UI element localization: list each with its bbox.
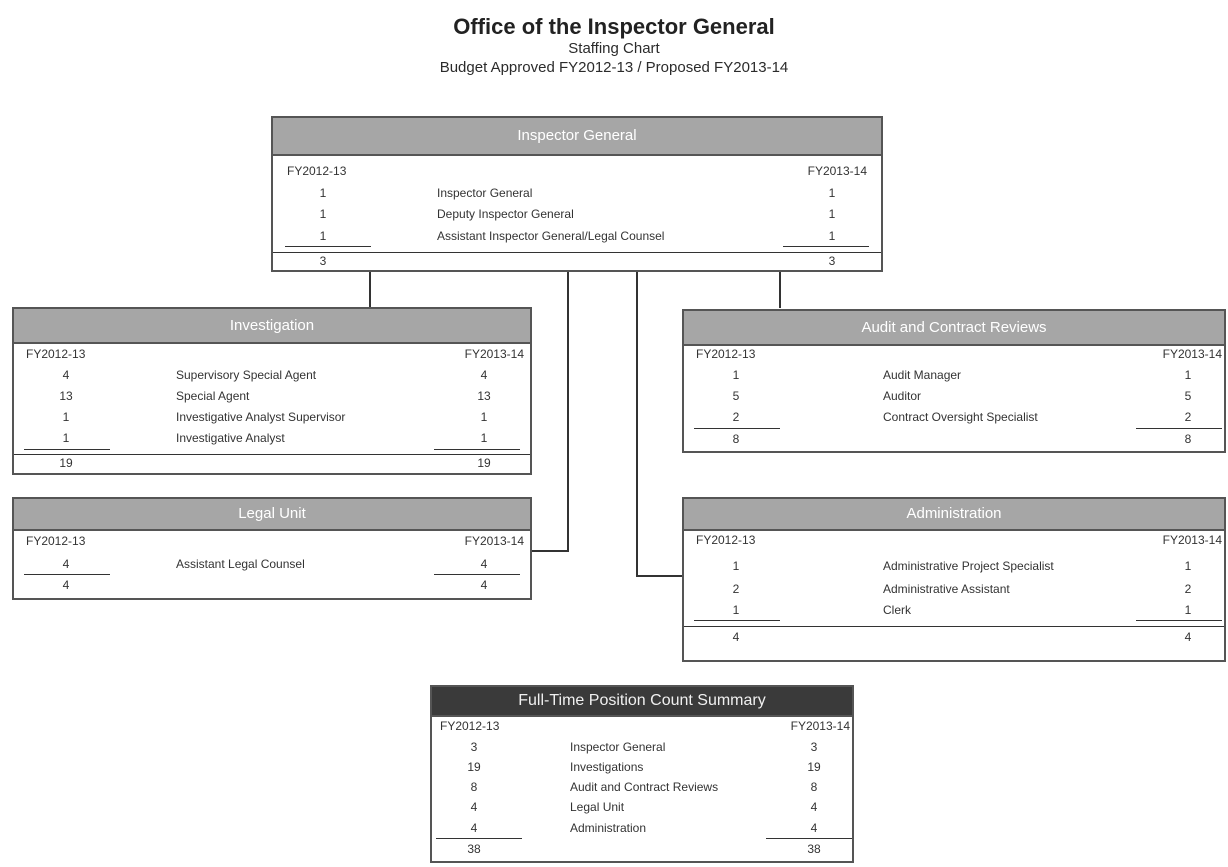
subtotal-underline-left — [694, 428, 780, 429]
unit-box-inspector-general — [271, 116, 883, 272]
count-prev: 1 — [319, 186, 327, 200]
count-next: 1 — [480, 431, 488, 445]
count-prev: 13 — [59, 389, 73, 403]
position-label: Investigative Analyst — [176, 431, 285, 445]
subtotal-underline-left — [24, 449, 110, 450]
count-next: 1 — [1184, 368, 1192, 382]
col-header-fy2013-14: FY2013-14 — [790, 719, 850, 733]
total-next: 3 — [828, 254, 836, 268]
total-prev: 3 — [319, 254, 327, 268]
count-next: 5 — [1184, 389, 1192, 403]
col-header-fy2013-14: FY2013-14 — [807, 164, 867, 178]
count-next: 1 — [828, 207, 836, 221]
connector-ig-admin-horizontal — [636, 575, 684, 577]
subtotal-underline-left — [436, 838, 522, 839]
count-prev: 2 — [732, 582, 740, 596]
total-next: 4 — [1184, 630, 1192, 644]
page-title: Office of the Inspector General — [453, 14, 775, 39]
connector-ig-audit — [779, 270, 781, 308]
total-prev: 8 — [732, 432, 740, 446]
position-label: Assistant Legal Counsel — [176, 557, 305, 571]
count-prev: 1 — [732, 603, 740, 617]
count-prev: 1 — [62, 410, 70, 424]
summary-title: Full-Time Position Count Summary — [432, 687, 852, 717]
total-next: 8 — [1184, 432, 1192, 446]
col-header-fy2012-13: FY2012-13 — [696, 533, 756, 547]
unit-title-audit-and-contract-reviews: Audit and Contract Reviews — [684, 311, 1224, 346]
count-prev: 19 — [467, 760, 481, 774]
unit-title-administration: Administration — [684, 499, 1224, 531]
position-label: Audit and Contract Reviews — [570, 780, 719, 794]
subtotal-underline-left — [694, 620, 780, 621]
position-label: Inspector General — [437, 186, 533, 200]
subtotal-underline-right — [434, 574, 520, 575]
count-next: 13 — [477, 389, 491, 403]
total-next: 19 — [477, 456, 491, 470]
position-label: Administrative Assistant — [883, 582, 1010, 596]
position-label: Legal Unit — [570, 800, 625, 814]
unit-box-audit-and-contract-reviews — [682, 309, 1226, 453]
subtotal-underline-left — [24, 574, 110, 575]
total-next: 38 — [807, 842, 821, 856]
col-header-fy2013-14: FY2013-14 — [1162, 533, 1222, 547]
count-next: 1 — [1184, 603, 1192, 617]
unit-box-administration — [682, 497, 1226, 662]
total-prev: 4 — [62, 578, 70, 592]
position-label: Auditor — [883, 389, 922, 403]
position-label: Administration — [570, 821, 647, 835]
position-label: Clerk — [883, 603, 912, 617]
total-next: 4 — [480, 578, 488, 592]
position-label: Contract Oversight Specialist — [883, 410, 1038, 424]
position-label: Supervisory Special Agent — [176, 368, 317, 382]
unit-box-investigation — [12, 307, 532, 475]
unit-box-legal-unit — [12, 497, 532, 600]
page-subtitle: Staffing Chart — [568, 40, 660, 57]
subtotal-underline-right — [766, 838, 852, 839]
connector-ig-legal-vertical — [567, 270, 569, 552]
count-next: 1 — [828, 186, 836, 200]
count-prev: 1 — [319, 207, 327, 221]
count-prev: 1 — [62, 431, 70, 445]
count-prev: 1 — [732, 368, 740, 382]
count-next: 2 — [1184, 410, 1192, 424]
col-header-fy2013-14: FY2013-14 — [1162, 347, 1222, 361]
count-next: 4 — [810, 821, 818, 835]
col-header-fy2013-14: FY2013-14 — [464, 534, 524, 548]
position-label: Assistant Inspector General/Legal Counsel — [437, 229, 665, 243]
count-prev: 2 — [732, 410, 740, 424]
connector-ig-admin-vertical — [636, 270, 638, 577]
subtotal-underline-left — [285, 246, 371, 247]
count-next: 4 — [480, 368, 488, 382]
col-header-fy2013-14: FY2013-14 — [464, 347, 524, 361]
total-divider — [684, 626, 1224, 627]
count-prev: 5 — [732, 389, 740, 403]
total-prev: 38 — [467, 842, 481, 856]
count-prev: 4 — [470, 800, 478, 814]
unit-title-legal-unit: Legal Unit — [14, 499, 530, 531]
col-header-fy2012-13: FY2012-13 — [287, 164, 347, 178]
col-header-fy2012-13: FY2012-13 — [696, 347, 756, 361]
count-prev: 4 — [62, 557, 70, 571]
count-next: 1 — [480, 410, 488, 424]
col-header-fy2012-13: FY2012-13 — [26, 347, 86, 361]
subtotal-underline-right — [1136, 428, 1222, 429]
col-header-fy2012-13: FY2012-13 — [440, 719, 500, 733]
connector-ig-legal-horizontal — [530, 550, 569, 552]
count-prev: 3 — [470, 740, 478, 754]
subtotal-underline-right — [434, 449, 520, 450]
count-next: 4 — [810, 800, 818, 814]
count-prev: 4 — [470, 821, 478, 835]
unit-title-inspector-general: Inspector General — [273, 118, 881, 156]
position-label: Special Agent — [176, 389, 250, 403]
total-divider — [273, 252, 881, 253]
position-label: Administrative Project Specialist — [883, 559, 1054, 573]
count-prev: 1 — [732, 559, 740, 573]
position-label: Investigations — [570, 760, 644, 774]
count-prev: 8 — [470, 780, 478, 794]
col-header-fy2012-13: FY2012-13 — [26, 534, 86, 548]
total-divider — [14, 454, 530, 455]
connector-ig-investigation — [369, 270, 371, 308]
total-prev: 19 — [59, 456, 73, 470]
total-prev: 4 — [732, 630, 740, 644]
summary-box — [430, 685, 854, 863]
unit-title-investigation: Investigation — [14, 309, 530, 344]
position-label: Audit Manager — [883, 368, 962, 382]
subtotal-underline-right — [1136, 620, 1222, 621]
count-next: 1 — [828, 229, 836, 243]
position-label: Investigative Analyst Supervisor — [176, 410, 346, 424]
count-next: 2 — [1184, 582, 1192, 596]
position-label: Inspector General — [570, 740, 666, 754]
count-next: 8 — [810, 780, 818, 794]
count-next: 1 — [1184, 559, 1192, 573]
count-prev: 1 — [319, 229, 327, 243]
subtotal-underline-right — [783, 246, 869, 247]
budget-line: Budget Approved FY2012-13 / Proposed FY2013-14 — [439, 59, 789, 76]
count-next: 3 — [810, 740, 818, 754]
count-prev: 4 — [62, 368, 70, 382]
count-next: 4 — [480, 557, 488, 571]
position-label: Deputy Inspector General — [437, 207, 574, 221]
count-next: 19 — [807, 760, 821, 774]
